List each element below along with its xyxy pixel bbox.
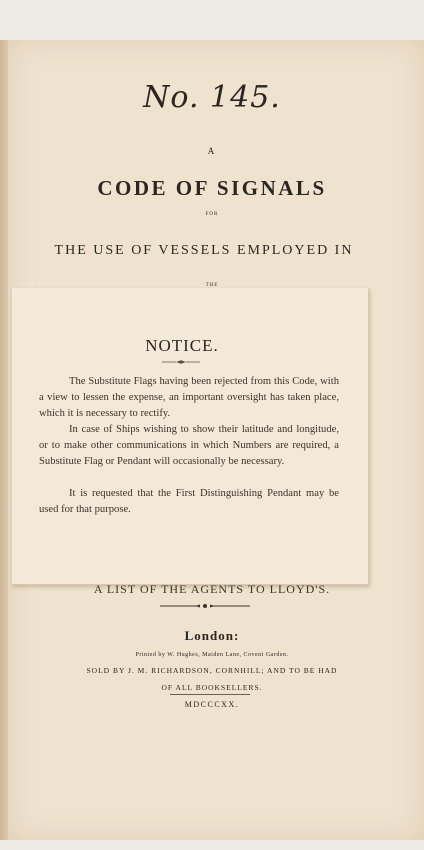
booksellers-line: OF ALL BOOKSELLERS.: [161, 683, 263, 692]
notice-paragraph: In case of Ships wishing to show their latitude and longitude, or to make other communications in which Numbers are required, a Substitute Flag or Pendant will occasionally be necessary.: [39, 424, 339, 467]
title-article: A: [207, 146, 217, 156]
imprint-place: London:: [184, 628, 240, 643]
notice-heading: NOTICE.: [145, 336, 219, 355]
notice-paragraph: The Substitute Flags having been rejected from this Code, with a view to lessen the expense, an important oversight has taken place, which it is necessary to rectify.: [39, 376, 339, 419]
subtitle: THE USE OF VESSELS EMPLOYED IN: [54, 243, 354, 258]
ornament-rule-icon: [155, 603, 255, 609]
printer-line: Printed by W. Hughes, Maiden Lane, Covent Garden.: [135, 652, 289, 658]
publication-date: MDCCCXX.: [184, 700, 240, 709]
notice-slip: [12, 288, 369, 585]
agents-list-line: A LIST OF THE AGENTS TO LLOYD'S.: [93, 582, 331, 596]
title-for: FOR: [205, 212, 219, 217]
sold-by-line: SOLD BY J. M. RICHARDSON, CORNHILL; AND TO BE HAD: [86, 666, 338, 675]
divider: [170, 694, 250, 695]
ornament-rule-icon: [162, 360, 200, 364]
title-the: THE: [205, 283, 219, 288]
manuscript-number: No. 145.: [143, 80, 281, 115]
notice-paragraph: It is requested that the First Distinguishing Pendant may be used for that purpose.: [39, 488, 339, 515]
main-title: CODE OF SIGNALS: [97, 176, 327, 200]
